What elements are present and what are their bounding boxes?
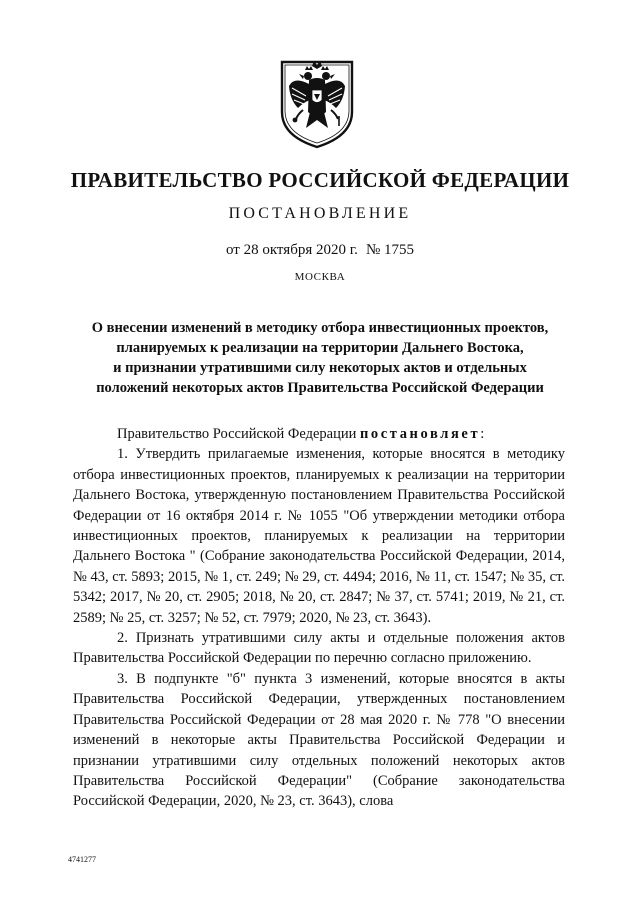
preamble-verb: постановляет [359, 426, 481, 442]
subject-line: О внесении изменений в методику отбора инвестиционных проектов, [91, 320, 549, 336]
preamble [73, 424, 565, 444]
paragraph-3: 3. В подпункте "б" пункта 3 изменений, которые вносятся в акты Правительства Российской Федерации, утвержденных постановлением Правительства Российской Федерации от 28 мая 2020 г. № 778 "О внесении изменений в некоторые акты Правительства Российской Федерации и признании утратившими силу отдельных положений некоторых актов Правительства Российской Федерации" (Собрание законодательства Российской Федерации, 2020, № 23, ст. 3643), слова [73, 670, 565, 810]
document-code: 4741277 [68, 855, 96, 864]
document-date: от 28 октября 2020 г. [225, 242, 358, 258]
preamble-colon: : [480, 426, 485, 442]
city: МОСКВА [294, 271, 346, 283]
document-number: № 1755 [365, 242, 414, 258]
coat-of-arms-icon [276, 56, 358, 150]
document-type: ПОСТАНОВЛЕНИЕ [228, 205, 412, 222]
government-title: ПРАВИТЕЛЬСТВО РОССИЙСКОЙ ФЕДЕРАЦИИ [70, 168, 570, 192]
document-body [73, 424, 565, 812]
subject-line: планируемых к реализации на территории Дальнего Востока, [116, 340, 524, 356]
subject-line: и признании утратившими силу некоторых актов и отдельных [113, 360, 527, 376]
document-date-line [0, 242, 640, 259]
paragraph-2: 2. Признать утратившими силу акты и отдельные положения актов Правительства Российской Федерации по перечню согласно приложению. [73, 630, 565, 667]
document-subject [60, 318, 580, 398]
preamble-text: Правительство Российской Федерации [117, 426, 360, 442]
paragraph-1: 1. Утвердить прилагаемые изменения, которые вносятся в методику отбора инвестиционных проектов, планируемых к реализации на территории Дальнего Востока, утвержденную постановлением Правительства Российской Федерации от 16 октября 2014 г. № 1055 "Об утверждении методики отбора инвестиционных проектов, планируемых к реализации на территории Дальнего Востока " (Собрание законодательства Российской Федерации, 2014, № 43, ст. 5893; 2015, № 1, ст. 249; № 29, ст. 4494; 2016, № 11, ст. 1547; № 35, ст. 5342; 2017, № 20, ст. 2905; 2018, № 20, ст. 2847; № 37, ст. 5741; 2019, № 21, ст. 2589; № 25, ст. 3257; № 52, ст. 7979; 2020, № 23, ст. 3643). [73, 446, 565, 626]
subject-line: положений некоторых актов Правительства Российской Федерации [96, 380, 544, 396]
